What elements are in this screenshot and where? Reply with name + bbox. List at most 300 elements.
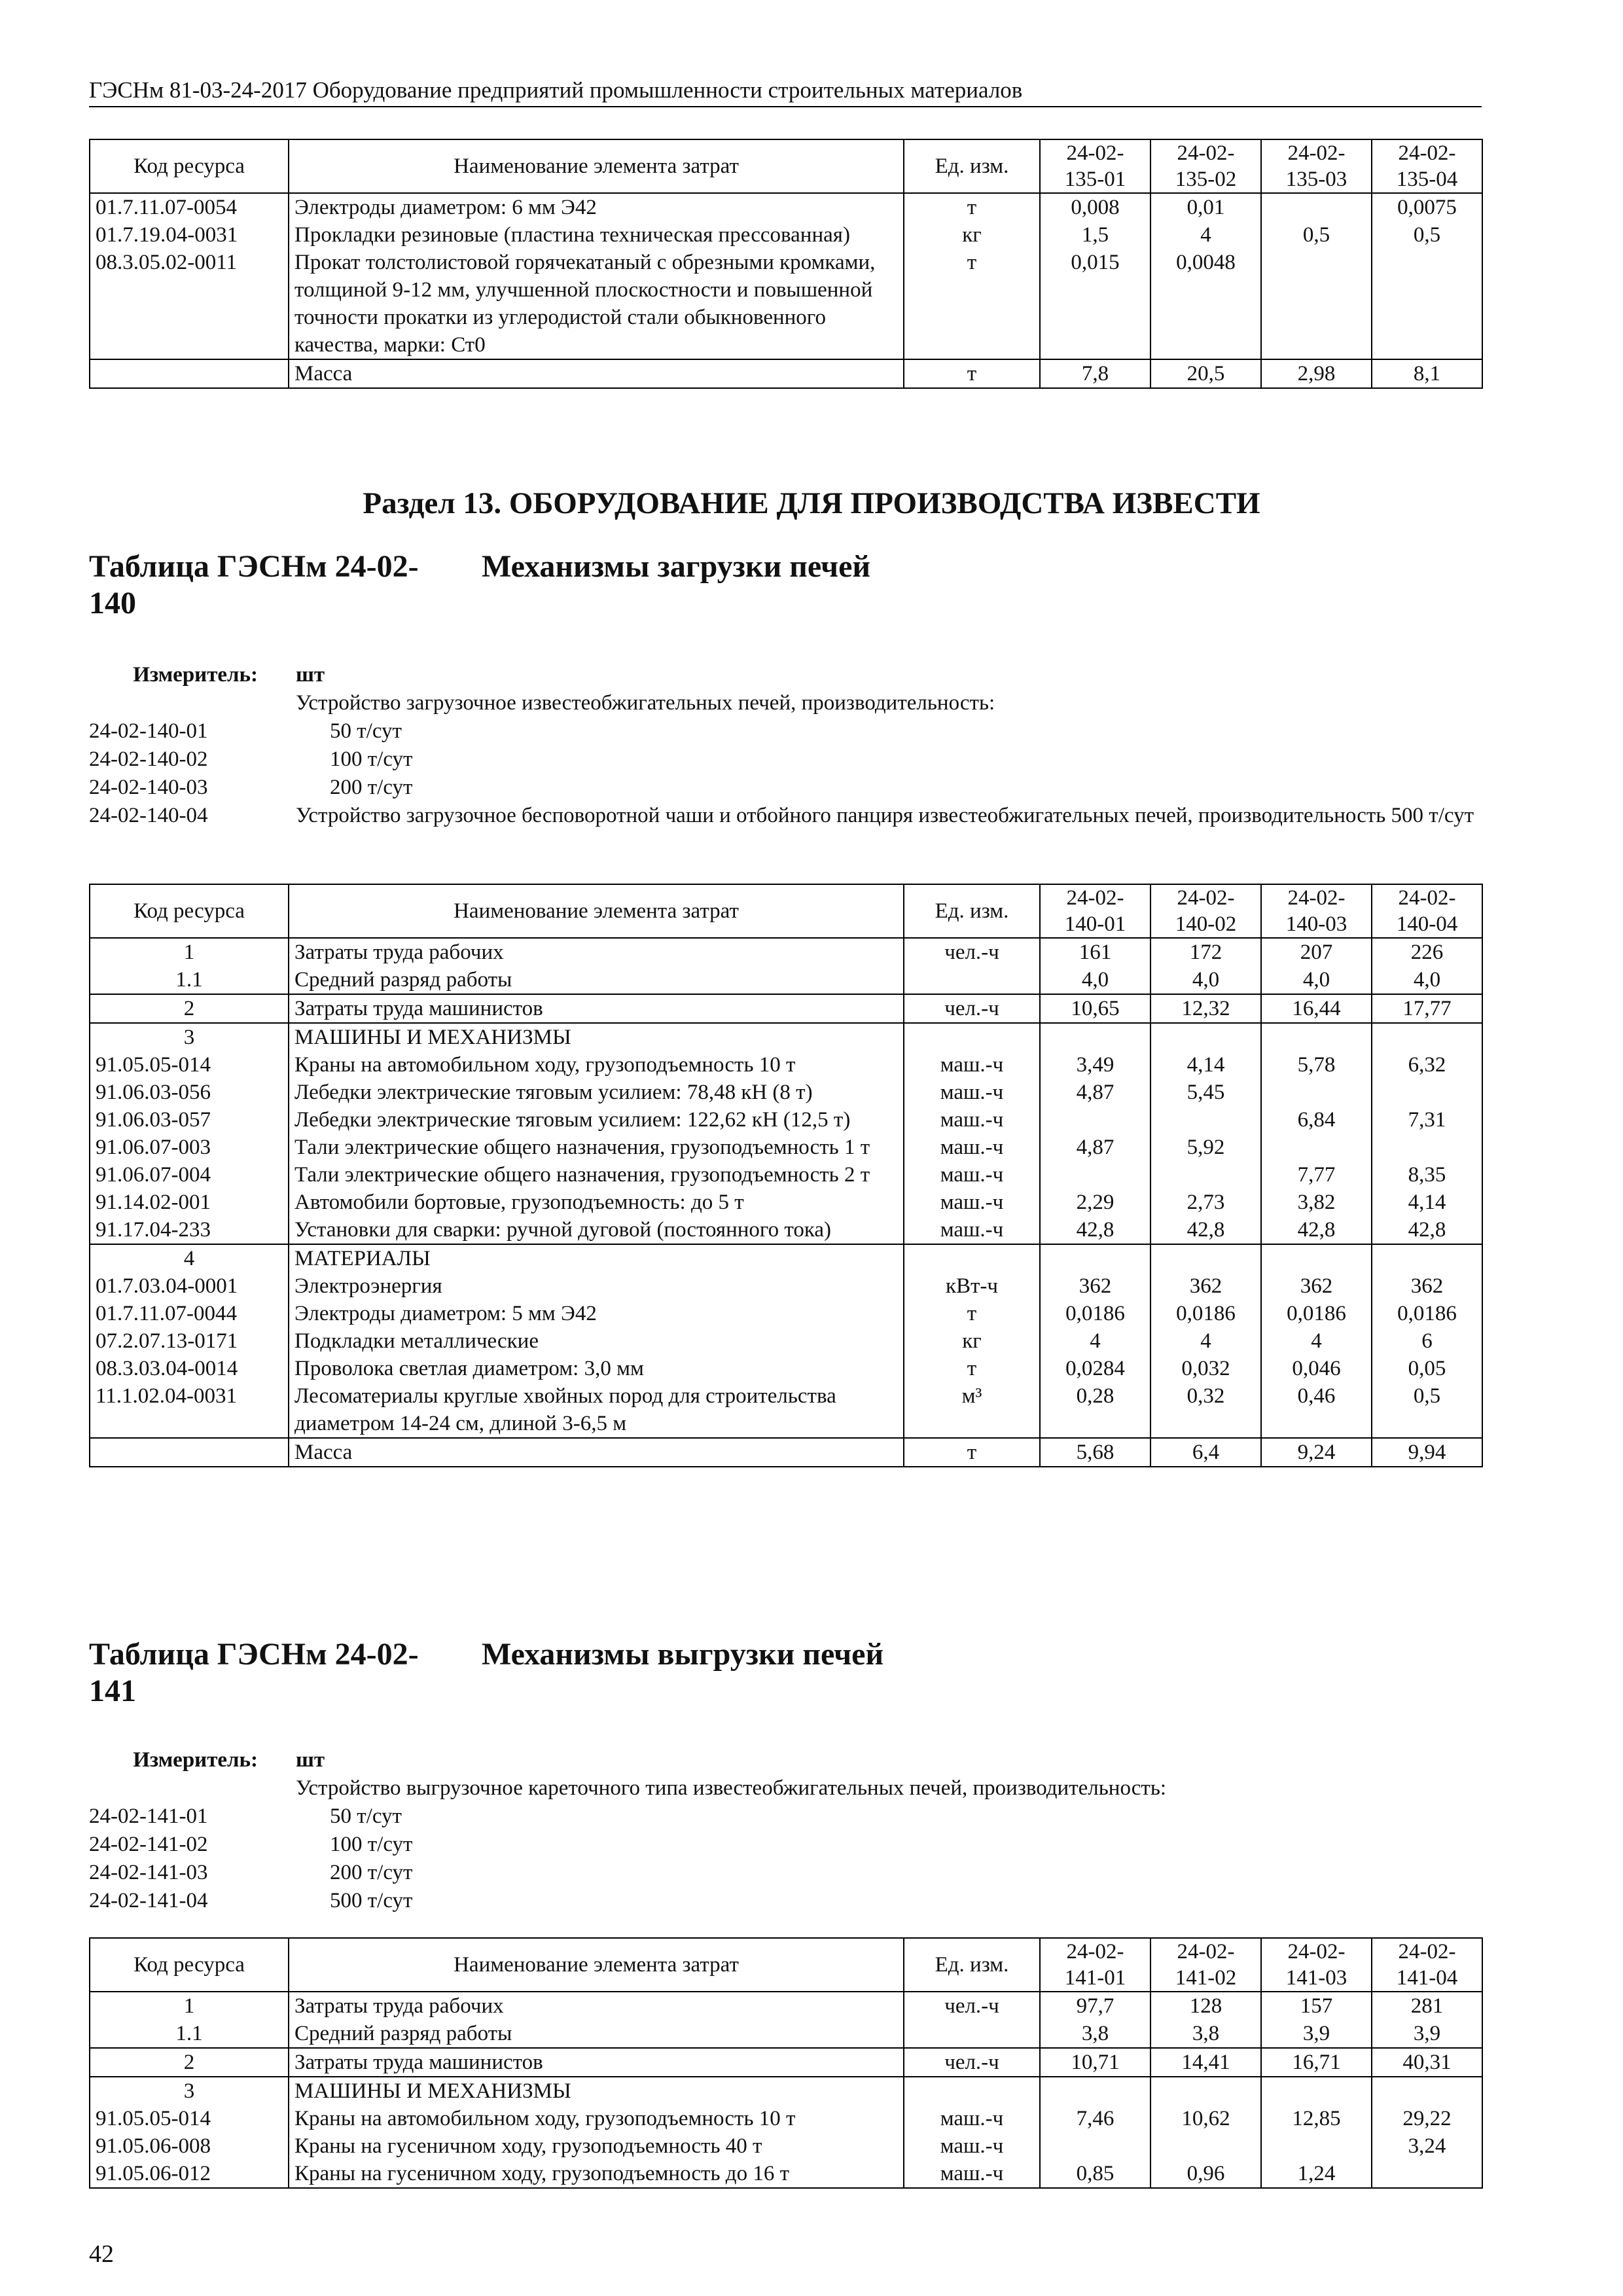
- measure-description-row: [89, 689, 1482, 717]
- norm-item: [89, 745, 1482, 774]
- col-header-name: Наименование элемента затрат: [289, 884, 904, 938]
- resource-value: 8,35: [1372, 1161, 1482, 1189]
- spacer: [89, 689, 296, 717]
- resource-unit: маш.-ч: [904, 2160, 1040, 2188]
- resource-value: 0,01: [1150, 193, 1261, 221]
- resource-value: 4: [1150, 1327, 1261, 1355]
- resource-value: 3,82: [1261, 1189, 1372, 1216]
- resource-code: 07.2.07.13-0171: [90, 1327, 289, 1355]
- resource-unit: маш.-ч: [904, 1189, 1040, 1216]
- norm-text: 50 т/сут: [330, 719, 402, 743]
- resource-code: 1.1: [90, 2020, 289, 2048]
- resource-value: [1261, 193, 1372, 221]
- resource-name: Лесоматериалы круглые хвойных пород для строительства диаметром 14-24 см, длиной 3-6,5 м: [289, 1382, 904, 1438]
- resource-name: Лебедки электрические тяговым усилием: 78,48 кН (8 т): [289, 1079, 904, 1106]
- resource-value: 4,87: [1040, 1134, 1150, 1161]
- resource-value: [1372, 1244, 1482, 1272]
- measure-row: [89, 661, 1482, 689]
- resource-value: 7,77: [1261, 1161, 1372, 1189]
- resource-table-140: [89, 884, 1483, 1467]
- col-header-code: Код ресурса: [90, 1938, 289, 1992]
- resource-value: 5,78: [1261, 1051, 1372, 1079]
- table-row: [90, 2020, 1482, 2048]
- table-row: [90, 1023, 1482, 1051]
- resource-unit: маш.-ч: [904, 2105, 1040, 2132]
- measure-row: [89, 1746, 1482, 1774]
- resource-name: Прокат толстолистовой горячекатаный с обрезными кромками, толщиной 9-12 мм, улучшенной плоскостности и повышенной точности прокатки из углеродистой стали обыкновенного качества, марки: Ст0: [289, 249, 904, 359]
- resource-unit: маш.-ч: [904, 1051, 1040, 1079]
- resource-code: 91.06.03-057: [90, 1106, 289, 1134]
- resource-name: Электроэнергия: [289, 1272, 904, 1300]
- resource-code: [90, 1438, 289, 1467]
- resource-value: 362: [1372, 1272, 1482, 1300]
- resource-unit: кВт-ч: [904, 1272, 1040, 1300]
- resource-value: 7,8: [1040, 359, 1150, 388]
- resource-name: Средний разряд работы: [289, 966, 904, 994]
- col-header-estimate: 24-02- 135-04: [1372, 139, 1482, 193]
- resource-unit: чел.-ч: [904, 938, 1040, 966]
- resource-unit: м³: [904, 1382, 1040, 1438]
- resource-value: 42,8: [1040, 1216, 1150, 1244]
- norm-code: 24-02-141-03: [89, 1861, 208, 1884]
- resource-value: 16,44: [1261, 994, 1372, 1023]
- col-header-unit: Ед. изм.: [904, 884, 1040, 938]
- norm-item: [89, 717, 1482, 745]
- resource-value: 128: [1150, 1992, 1261, 2020]
- resource-unit: маш.-ч: [904, 2132, 1040, 2160]
- col-header-name: Наименование элемента затрат: [289, 1938, 904, 1992]
- resource-value: 172: [1150, 938, 1261, 966]
- table-header-row: [90, 884, 1482, 938]
- resource-unit: [904, 1023, 1040, 1051]
- resource-value: 161: [1040, 938, 1150, 966]
- norm-text: 200 т/сут: [330, 1861, 413, 1884]
- table-row: [90, 1300, 1482, 1327]
- resource-value: 16,71: [1261, 2048, 1372, 2077]
- resource-code: 91.06.03-056: [90, 1079, 289, 1106]
- resource-value: 10,62: [1150, 2105, 1261, 2132]
- resource-value: 4,0: [1040, 966, 1150, 994]
- resource-value: 0,0186: [1040, 1300, 1150, 1327]
- resource-value: 0,28: [1040, 1382, 1150, 1438]
- resource-value: [1261, 1244, 1372, 1272]
- table-title-141: [89, 1636, 883, 1710]
- norm-item: [89, 1803, 1482, 1831]
- resource-value: 9,94: [1372, 1438, 1482, 1467]
- resource-unit: чел.-ч: [904, 1992, 1040, 2020]
- resource-unit: т: [904, 193, 1040, 221]
- resource-value: [1372, 2160, 1482, 2188]
- resource-value: [1261, 2077, 1372, 2105]
- resource-unit: маш.-ч: [904, 1216, 1040, 1244]
- resource-name: Масса: [289, 1438, 904, 1467]
- norm-text: 100 т/сут: [330, 747, 413, 771]
- resource-value: 40,31: [1372, 2048, 1482, 2077]
- resource-value: 3,9: [1261, 2020, 1372, 2048]
- resource-code: 01.7.11.07-0054: [90, 193, 289, 221]
- resource-value: 3,49: [1040, 1051, 1150, 1079]
- resource-value: 226: [1372, 938, 1482, 966]
- resource-value: 281: [1372, 1992, 1482, 2020]
- resource-code: 11.1.02.04-0031: [90, 1382, 289, 1438]
- resource-value: 0,032: [1150, 1355, 1261, 1382]
- table-row: [90, 1355, 1482, 1382]
- resource-value: 0,46: [1261, 1382, 1372, 1438]
- resource-value: 42,8: [1150, 1216, 1261, 1244]
- resource-value: 362: [1150, 1272, 1261, 1300]
- resource-name: Электроды диаметром: 6 мм Э42: [289, 193, 904, 221]
- resource-unit: [904, 1244, 1040, 1272]
- table-row: [90, 1189, 1482, 1216]
- page-header: ГЭСНм 81-03-24-2017 Оборудование предприятий промышленности строительных материалов: [89, 77, 1482, 107]
- measure-block-140: [89, 661, 1482, 830]
- measure-label: Измеритель:: [133, 1748, 258, 1772]
- table-number: Таблица ГЭСНм 24-02- 141: [89, 1637, 419, 1708]
- resource-value: 4,0: [1150, 966, 1261, 994]
- table-row: [90, 2160, 1482, 2188]
- resource-value: 0,0075: [1372, 193, 1482, 221]
- resource-name: Краны на автомобильном ходу, грузоподъемность 10 т: [289, 2105, 904, 2132]
- col-header-estimate: 24-02- 135-03: [1261, 139, 1372, 193]
- norm-code: 24-02-141-01: [89, 1804, 208, 1828]
- resource-name: Краны на гусеничном ходу, грузоподъемность 40 т: [289, 2132, 904, 2160]
- col-header-estimate: 24-02- 140-03: [1261, 884, 1372, 938]
- resource-value: 20,5: [1150, 359, 1261, 388]
- resource-name: Подкладки металлические: [289, 1327, 904, 1355]
- resource-code: 08.3.05.02-0011: [90, 249, 289, 359]
- resource-value: [1372, 249, 1482, 359]
- resource-unit: чел.-ч: [904, 2048, 1040, 2077]
- resource-value: 4,14: [1372, 1189, 1482, 1216]
- resource-code: 3: [90, 2077, 289, 2105]
- section-title: Раздел 13. ОБОРУДОВАНИЕ ДЛЯ ПРОИЗВОДСТВА ИЗВЕСТИ: [363, 486, 1260, 520]
- resource-value: [1150, 1161, 1261, 1189]
- col-header-estimate: 24-02- 135-01: [1040, 139, 1150, 193]
- resource-name: Проволока светлая диаметром: 3,0 мм: [289, 1355, 904, 1382]
- col-header-estimate: 24-02- 140-02: [1150, 884, 1261, 938]
- resource-unit: маш.-ч: [904, 1106, 1040, 1134]
- resource-value: 0,008: [1040, 193, 1150, 221]
- resource-name: Затраты труда рабочих: [289, 938, 904, 966]
- resource-value: 0,05: [1372, 1355, 1482, 1382]
- norm-text: 50 т/сут: [330, 1804, 402, 1828]
- resource-code: 91.05.05-014: [90, 1051, 289, 1079]
- resource-code: 1: [90, 1992, 289, 2020]
- table-row: [90, 193, 1482, 221]
- col-header-code: Код ресурса: [90, 139, 289, 193]
- resource-value: 2,29: [1040, 1189, 1150, 1216]
- resource-value: [1040, 2132, 1150, 2160]
- col-header-estimate: 24-02- 141-01: [1040, 1938, 1150, 1992]
- table-row: [90, 1438, 1482, 1467]
- resource-value: [1150, 1023, 1261, 1051]
- resource-value: [1040, 2077, 1150, 2105]
- resource-value: 6: [1372, 1327, 1482, 1355]
- resource-value: [1040, 1244, 1150, 1272]
- resource-value: 5,68: [1040, 1438, 1150, 1467]
- resource-code: 3: [90, 1023, 289, 1051]
- resource-value: 4: [1261, 1327, 1372, 1355]
- measure-unit: шт: [296, 1748, 325, 1772]
- resource-unit: кг: [904, 221, 1040, 249]
- resource-name: Тали электрические общего назначения, грузоподъемность 2 т: [289, 1161, 904, 1189]
- table-row: [90, 359, 1482, 388]
- norm-item: [89, 802, 1482, 830]
- resource-value: 10,65: [1040, 994, 1150, 1023]
- resource-value: 0,32: [1150, 1382, 1261, 1438]
- resource-value: [1040, 1023, 1150, 1051]
- resource-value: 0,96: [1150, 2160, 1261, 2188]
- resource-value: [1150, 1244, 1261, 1272]
- resource-value: [1040, 1161, 1150, 1189]
- resource-value: 17,77: [1372, 994, 1482, 1023]
- measure-description: Устройство загрузочное известеобжигательных печей, производительность:: [296, 691, 995, 715]
- resource-unit: т: [904, 359, 1040, 388]
- resource-code: 01.7.03.04-0001: [90, 1272, 289, 1300]
- table-row: [90, 2077, 1482, 2105]
- resource-unit: маш.-ч: [904, 1134, 1040, 1161]
- spacer: [89, 1774, 296, 1803]
- table-row: [90, 994, 1482, 1023]
- resource-value: 0,85: [1040, 2160, 1150, 2188]
- resource-name: Автомобили бортовые, грузоподъемность: до 5 т: [289, 1189, 904, 1216]
- resource-value: 362: [1261, 1272, 1372, 1300]
- table-name: Механизмы выгрузки печей: [482, 1637, 884, 1672]
- resource-value: 0,5: [1372, 221, 1482, 249]
- norm-item: [89, 1831, 1482, 1859]
- resource-name: Затраты труда машинистов: [289, 994, 904, 1023]
- resource-value: 1,5: [1040, 221, 1150, 249]
- resource-value: [1150, 2132, 1261, 2160]
- measure-description: Устройство выгрузочное кареточного типа известеобжигательных печей, производительность:: [296, 1776, 1167, 1800]
- resource-unit: [904, 2077, 1040, 2105]
- col-header-name: Наименование элемента затрат: [289, 139, 904, 193]
- resource-value: [1372, 2077, 1482, 2105]
- table-row: [90, 1216, 1482, 1244]
- resource-value: 4,0: [1372, 966, 1482, 994]
- measure-block-141: [89, 1746, 1482, 1915]
- resource-name: Краны на автомобильном ходу, грузоподъемность 10 т: [289, 1051, 904, 1079]
- norm-code: 24-02-141-02: [89, 1833, 208, 1856]
- resource-value: 362: [1040, 1272, 1150, 1300]
- col-header-estimate: 24-02- 141-03: [1261, 1938, 1372, 1992]
- table-row: [90, 1079, 1482, 1106]
- resource-value: 2,98: [1261, 359, 1372, 388]
- resource-unit: маш.-ч: [904, 1079, 1040, 1106]
- resource-value: 207: [1261, 938, 1372, 966]
- resource-value: 29,22: [1372, 2105, 1482, 2132]
- table-row: [90, 1244, 1482, 1272]
- norm-code: 24-02-140-01: [89, 719, 208, 743]
- col-header-estimate: 24-02- 141-02: [1150, 1938, 1261, 1992]
- resource-value: [1372, 1134, 1482, 1161]
- resource-name: Краны на гусеничном ходу, грузоподъемность до 16 т: [289, 2160, 904, 2188]
- table-row: [90, 2132, 1482, 2160]
- resource-value: 0,015: [1040, 249, 1150, 359]
- col-header-estimate: 24-02- 135-02: [1150, 139, 1261, 193]
- resource-code: 91.06.07-004: [90, 1161, 289, 1189]
- resource-value: [1261, 1023, 1372, 1051]
- resource-value: 1,24: [1261, 2160, 1372, 2188]
- resource-value: 5,45: [1150, 1079, 1261, 1106]
- resource-unit: маш.-ч: [904, 1161, 1040, 1189]
- table-row: [90, 221, 1482, 249]
- table-number: Таблица ГЭСНм 24-02- 140: [89, 549, 419, 620]
- resource-code: 01.7.19.04-0031: [90, 221, 289, 249]
- resource-value: 7,31: [1372, 1106, 1482, 1134]
- resource-unit: [904, 966, 1040, 994]
- norm-code: 24-02-141-04: [89, 1889, 208, 1912]
- col-header-estimate: 24-02- 141-04: [1372, 1938, 1482, 1992]
- col-header-unit: Ед. изм.: [904, 1938, 1040, 1992]
- resource-code: 01.7.11.07-0044: [90, 1300, 289, 1327]
- resource-code: 91.05.05-014: [90, 2105, 289, 2132]
- resource-name: Затраты труда рабочих: [289, 1992, 904, 2020]
- resource-unit: т: [904, 1438, 1040, 1467]
- resource-value: 4,14: [1150, 1051, 1261, 1079]
- resource-value: 6,84: [1261, 1106, 1372, 1134]
- table-row: [90, 1134, 1482, 1161]
- resource-value: [1261, 249, 1372, 359]
- resource-value: 0,5: [1372, 1382, 1482, 1438]
- resource-value: [1261, 1079, 1372, 1106]
- resource-value: 8,1: [1372, 359, 1482, 388]
- resource-code: 1.1: [90, 966, 289, 994]
- resource-value: 4,87: [1040, 1079, 1150, 1106]
- table-row: [90, 1051, 1482, 1079]
- resource-value: 0,0186: [1372, 1300, 1482, 1327]
- resource-value: 4: [1040, 1327, 1150, 1355]
- resource-name: Средний разряд работы: [289, 2020, 904, 2048]
- resource-value: [1372, 1023, 1482, 1051]
- resource-table-141: [89, 1937, 1483, 2189]
- resource-unit: [904, 2020, 1040, 2048]
- resource-value: 0,0186: [1261, 1300, 1372, 1327]
- resource-value: 97,7: [1040, 1992, 1150, 2020]
- resource-value: 4: [1150, 221, 1261, 249]
- norm-code: 24-02-140-02: [89, 747, 208, 771]
- resource-value: 4,0: [1261, 966, 1372, 994]
- table-row: [90, 1382, 1482, 1438]
- resource-name: Масса: [289, 359, 904, 388]
- resource-value: 10,71: [1040, 2048, 1150, 2077]
- resource-value: 6,4: [1150, 1438, 1261, 1467]
- norm-code: 24-02-140-04: [89, 804, 208, 827]
- resource-code: 08.3.03.04-0014: [90, 1355, 289, 1382]
- resource-code: 91.06.07-003: [90, 1134, 289, 1161]
- resource-code: 1: [90, 938, 289, 966]
- resource-value: [1261, 2132, 1372, 2160]
- resource-name: МАШИНЫ И МЕХАНИЗМЫ: [289, 2077, 904, 2105]
- table-row: [90, 1161, 1482, 1189]
- table-row: [90, 2105, 1482, 2132]
- table-row: [90, 938, 1482, 966]
- resource-code: 91.17.04-233: [90, 1216, 289, 1244]
- resource-value: 6,32: [1372, 1051, 1482, 1079]
- table-row: [90, 1272, 1482, 1300]
- col-header-unit: Ед. изм.: [904, 139, 1040, 193]
- resource-unit: т: [904, 1300, 1040, 1327]
- table-row: [90, 1992, 1482, 2020]
- resource-name: Тали электрические общего назначения, грузоподъемность 1 т: [289, 1134, 904, 1161]
- resource-code: [90, 359, 289, 388]
- resource-value: [1261, 1134, 1372, 1161]
- resource-value: [1150, 2077, 1261, 2105]
- table-row: [90, 2048, 1482, 2077]
- measure-unit: шт: [296, 663, 325, 687]
- resource-name: Лебедки электрические тяговым усилием: 122,62 кН (12,5 т): [289, 1106, 904, 1134]
- norm-item: [89, 1887, 1482, 1915]
- resource-unit: т: [904, 249, 1040, 359]
- resource-value: [1150, 1106, 1261, 1134]
- resource-value: 3,24: [1372, 2132, 1482, 2160]
- measure-label: Измеритель:: [133, 663, 258, 687]
- resource-value: 3,8: [1040, 2020, 1150, 2048]
- resource-table-135: [89, 139, 1483, 389]
- resource-value: 3,8: [1150, 2020, 1261, 2048]
- resource-unit: т: [904, 1355, 1040, 1382]
- resource-name: МАТЕРИАЛЫ: [289, 1244, 904, 1272]
- col-header-code: Код ресурса: [90, 884, 289, 938]
- norm-item: [89, 1859, 1482, 1887]
- resource-value: 9,24: [1261, 1438, 1372, 1467]
- resource-value: 42,8: [1261, 1216, 1372, 1244]
- resource-unit: чел.-ч: [904, 994, 1040, 1023]
- col-header-estimate: 24-02- 140-04: [1372, 884, 1482, 938]
- norm-text: 100 т/сут: [330, 1833, 413, 1856]
- resource-value: 0,046: [1261, 1355, 1372, 1382]
- resource-value: 0,0186: [1150, 1300, 1261, 1327]
- table-title-140: [89, 548, 870, 622]
- resource-code: 91.05.06-008: [90, 2132, 289, 2160]
- resource-unit: кг: [904, 1327, 1040, 1355]
- resource-name: Прокладки резиновые (пластина техническая прессованная): [289, 221, 904, 249]
- resource-value: 7,46: [1040, 2105, 1150, 2132]
- norm-text: 500 т/сут: [330, 1889, 413, 1912]
- measure-description-row: [89, 1774, 1482, 1803]
- resource-value: 3,9: [1372, 2020, 1482, 2048]
- resource-value: 0,0284: [1040, 1355, 1150, 1382]
- resource-code: 4: [90, 1244, 289, 1272]
- norm-item: [89, 774, 1482, 802]
- resource-value: 157: [1261, 1992, 1372, 2020]
- resource-value: 0,5: [1261, 221, 1372, 249]
- table-header-row: [90, 1938, 1482, 1992]
- table-name: Механизмы загрузки печей: [482, 549, 871, 584]
- resource-value: 12,32: [1150, 994, 1261, 1023]
- page-number: 42: [89, 2240, 114, 2268]
- resource-value: [1372, 1079, 1482, 1106]
- resource-value: 14,41: [1150, 2048, 1261, 2077]
- norm-text: Устройство загрузочное бесповоротной чаши и отбойного панциря известеобжигательных печей, производительность 500 т/сут: [296, 804, 1474, 827]
- resource-value: 42,8: [1372, 1216, 1482, 1244]
- resource-name: МАШИНЫ И МЕХАНИЗМЫ: [289, 1023, 904, 1051]
- resource-name: Затраты труда машинистов: [289, 2048, 904, 2077]
- resource-code: 2: [90, 994, 289, 1023]
- resource-name: Установки для сварки: ручной дуговой (постоянного тока): [289, 1216, 904, 1244]
- resource-name: Электроды диаметром: 5 мм Э42: [289, 1300, 904, 1327]
- resource-code: 91.05.06-012: [90, 2160, 289, 2188]
- table-row: [90, 966, 1482, 994]
- table-header-row: [90, 139, 1482, 193]
- col-header-estimate: 24-02- 140-01: [1040, 884, 1150, 938]
- table-row: [90, 249, 1482, 359]
- resource-code: 2: [90, 2048, 289, 2077]
- table-row: [90, 1327, 1482, 1355]
- resource-value: [1040, 1106, 1150, 1134]
- resource-code: 91.14.02-001: [90, 1189, 289, 1216]
- resource-value: 12,85: [1261, 2105, 1372, 2132]
